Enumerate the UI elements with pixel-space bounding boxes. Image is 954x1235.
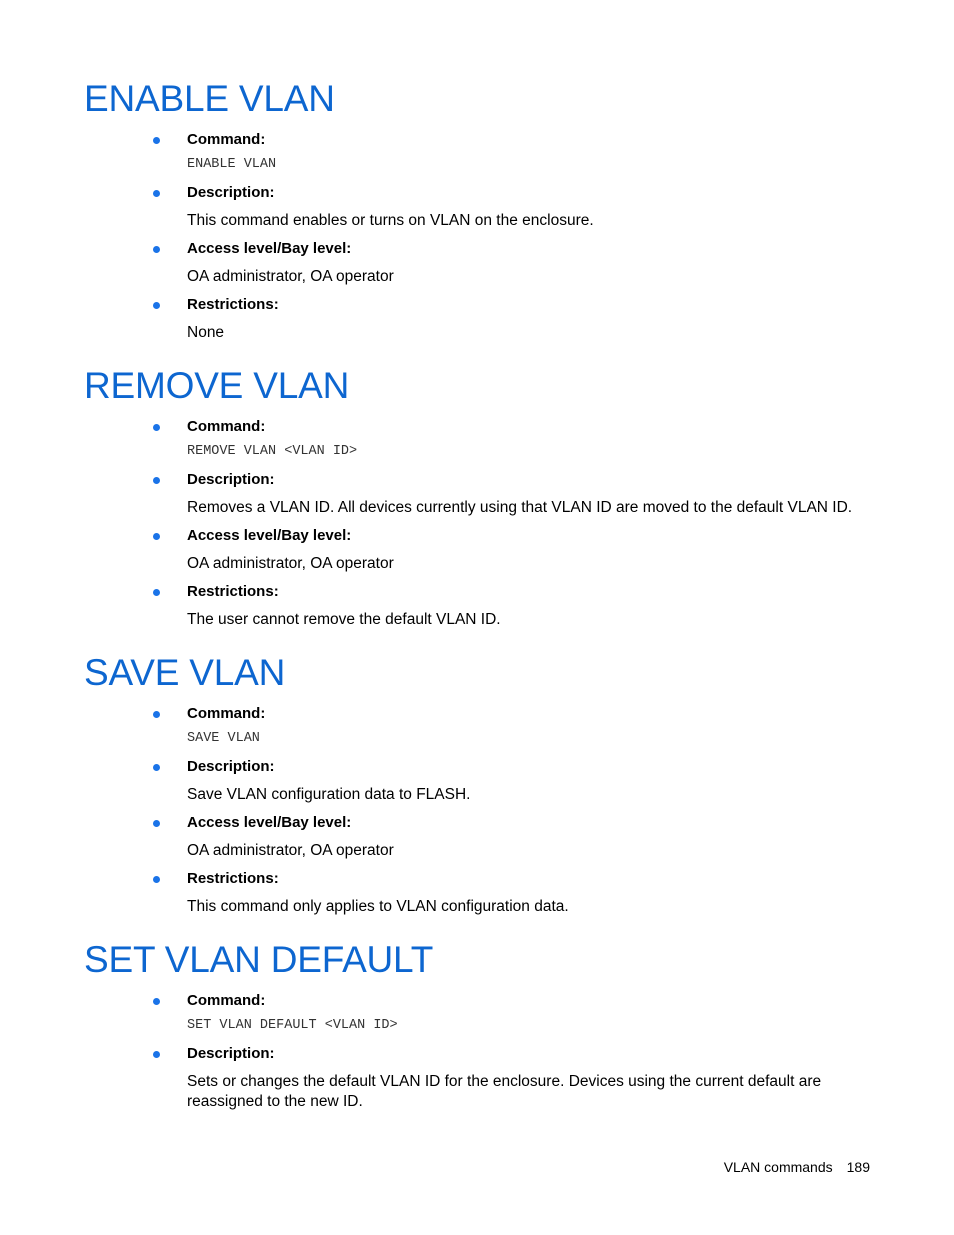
command-label: Command: bbox=[187, 705, 266, 722]
footer-section-name: VLAN commands bbox=[723, 1159, 833, 1175]
section-heading: REMOVE VLAN bbox=[84, 365, 350, 406]
page-number: 189 bbox=[846, 1159, 870, 1175]
restrictions-text: None bbox=[187, 324, 225, 341]
command-text: SAVE VLAN bbox=[187, 731, 260, 746]
description-label: Description: bbox=[187, 1045, 275, 1062]
bullet-icon bbox=[153, 424, 160, 431]
access-level-text: OA administrator, OA operator bbox=[187, 555, 394, 572]
restrictions-label: Restrictions: bbox=[187, 583, 279, 600]
description-text: This command enables or turns on VLAN on the enclosure. bbox=[187, 212, 594, 229]
page-footer bbox=[724, 1158, 870, 1176]
description-label: Description: bbox=[187, 758, 275, 775]
access-level-label: Access level/Bay level: bbox=[187, 814, 352, 831]
command-label: Command: bbox=[187, 992, 266, 1009]
bullet-icon bbox=[153, 764, 160, 771]
description-label: Description: bbox=[187, 471, 275, 488]
section-heading: ENABLE VLAN bbox=[84, 78, 335, 119]
bullet-icon bbox=[153, 1051, 160, 1058]
description-label: Description: bbox=[187, 184, 275, 201]
bullet-icon bbox=[153, 820, 160, 827]
access-level-text: OA administrator, OA operator bbox=[187, 268, 394, 285]
bullet-icon bbox=[153, 190, 160, 197]
access-level-label: Access level/Bay level: bbox=[187, 527, 352, 544]
description-text: Save VLAN configuration data to FLASH. bbox=[187, 786, 471, 803]
access-level-text: OA administrator, OA operator bbox=[187, 842, 394, 859]
bullet-icon bbox=[153, 477, 160, 484]
command-text: SET VLAN DEFAULT <VLAN ID> bbox=[187, 1018, 398, 1033]
section-heading: SAVE VLAN bbox=[84, 652, 286, 693]
bullet-icon bbox=[153, 302, 160, 309]
bullet-icon bbox=[153, 246, 160, 253]
bullet-icon bbox=[153, 998, 160, 1005]
section-heading: SET VLAN DEFAULT bbox=[84, 939, 434, 980]
restrictions-text: This command only applies to VLAN configuration data. bbox=[187, 898, 569, 915]
description-text: Sets or changes the default VLAN ID for the enclosure. Devices using the current default are reassigned to the new ID. bbox=[187, 1073, 822, 1110]
restrictions-label: Restrictions: bbox=[187, 870, 279, 887]
command-label: Command: bbox=[187, 131, 266, 148]
description-text: Removes a VLAN ID. All devices currently using that VLAN ID are moved to the default VLAN ID. bbox=[187, 499, 853, 516]
bullet-icon bbox=[153, 137, 160, 144]
access-level-label: Access level/Bay level: bbox=[187, 240, 352, 257]
bullet-icon bbox=[153, 711, 160, 718]
command-label: Command: bbox=[187, 418, 266, 435]
bullet-icon bbox=[153, 876, 160, 883]
restrictions-text: The user cannot remove the default VLAN ID. bbox=[187, 611, 501, 628]
bullet-icon bbox=[153, 533, 160, 540]
bullet-icon bbox=[153, 589, 160, 596]
restrictions-label: Restrictions: bbox=[187, 296, 279, 313]
command-text: ENABLE VLAN bbox=[187, 157, 277, 172]
command-text: REMOVE VLAN <VLAN ID> bbox=[187, 444, 358, 459]
